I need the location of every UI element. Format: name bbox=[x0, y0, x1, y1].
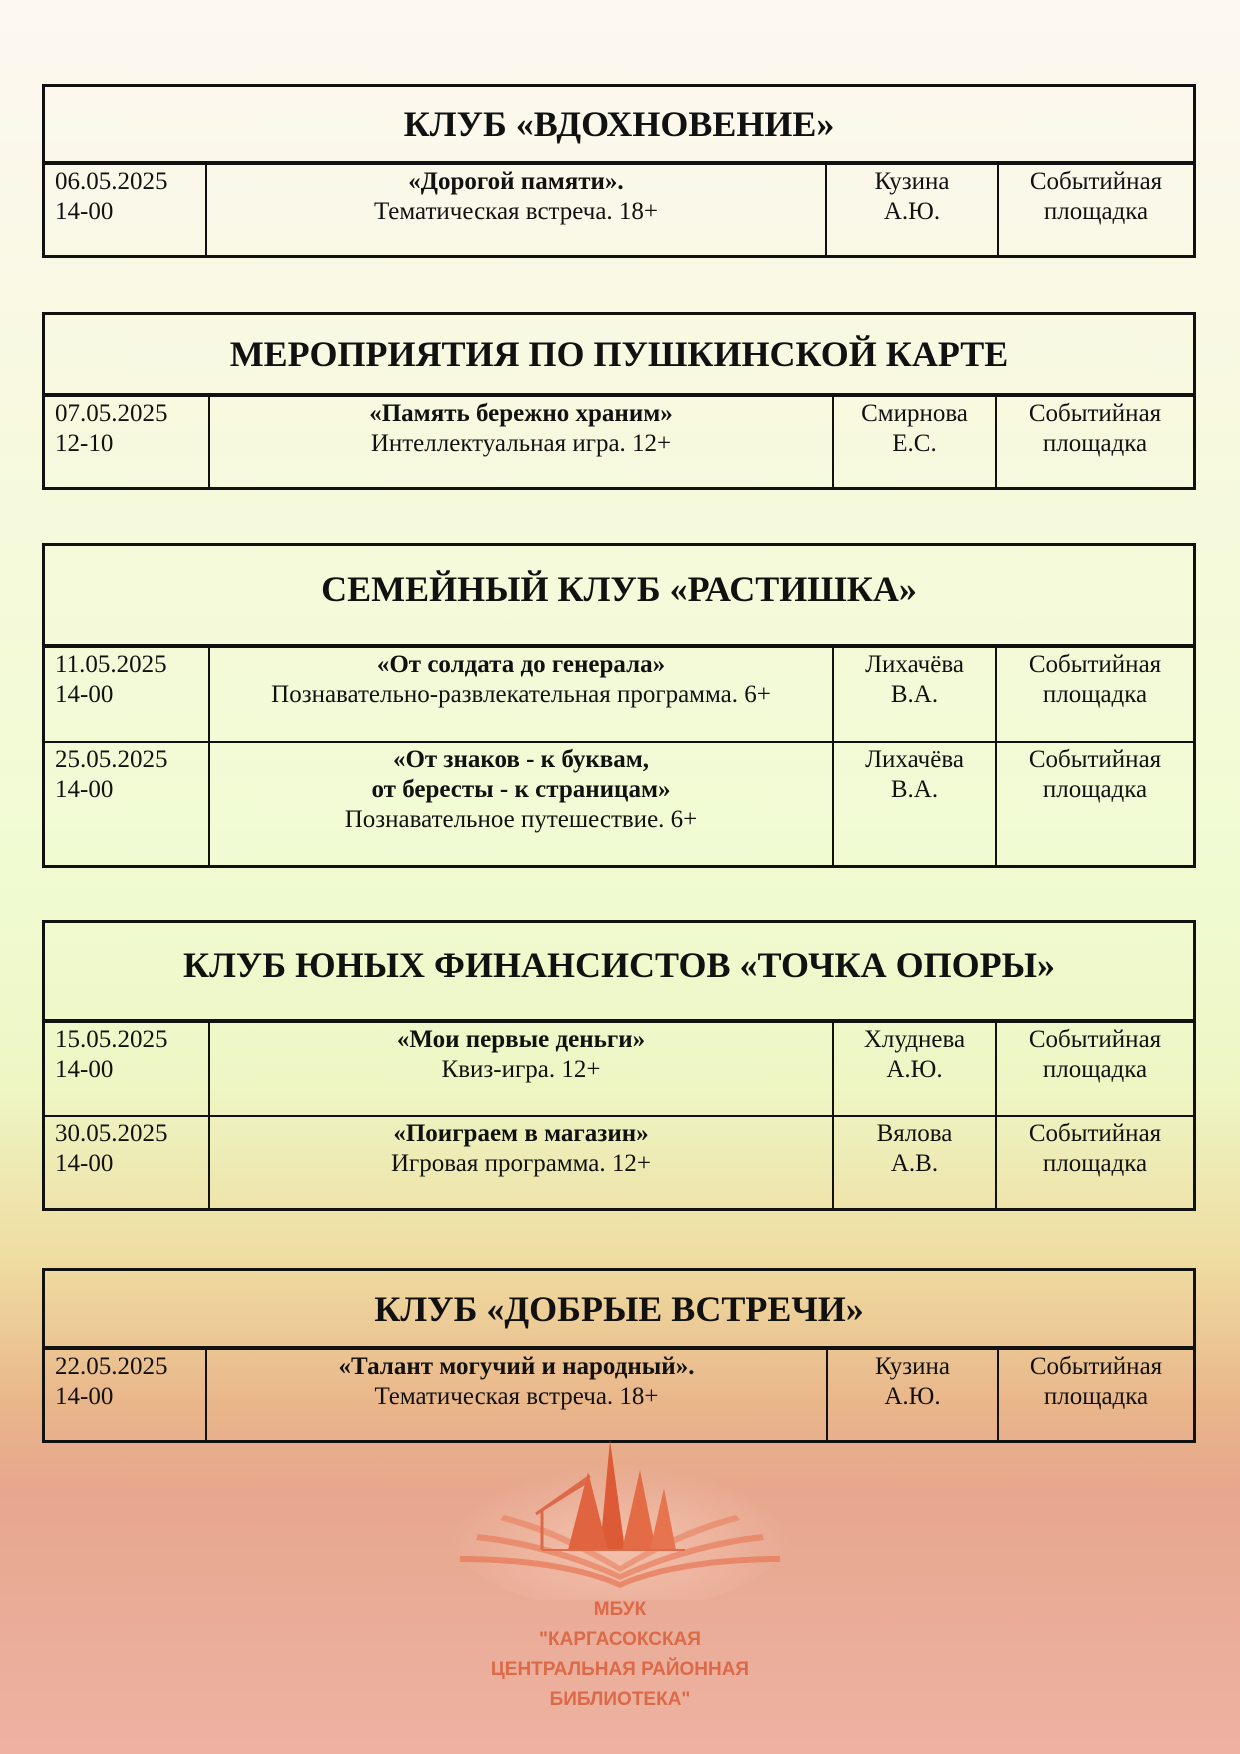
event-place bbox=[995, 648, 1193, 741]
organizer-initials: В.А. bbox=[890, 776, 939, 803]
event-title: «Мои первые деньги» bbox=[396, 1026, 646, 1053]
event-time: 14-00 bbox=[55, 198, 114, 225]
event-info bbox=[208, 743, 832, 865]
section-title: КЛУБ «ВДОХНОВЕНИЕ» bbox=[45, 87, 1193, 163]
event-title: «Дорогой памяти». bbox=[408, 168, 624, 195]
place-line: площадка bbox=[1043, 198, 1149, 225]
place-line: площадка bbox=[1042, 1056, 1148, 1083]
event-title: «Поиграем в магазин» bbox=[393, 1120, 649, 1147]
section-tochka-opory bbox=[42, 920, 1196, 1211]
event-datetime bbox=[45, 648, 208, 741]
place-line: Событийная bbox=[1029, 168, 1163, 195]
event-datetime bbox=[45, 165, 205, 255]
event-time: 14-00 bbox=[55, 1056, 114, 1083]
event-date: 22.05.2025 bbox=[55, 1353, 168, 1380]
event-info bbox=[208, 648, 832, 741]
event-description: Тематическая встреча. 18+ bbox=[374, 1383, 659, 1410]
organizer-surname: Лихачёва bbox=[865, 746, 964, 773]
logo-line: МБУК bbox=[593, 1599, 647, 1620]
event-organizer bbox=[832, 1023, 995, 1115]
table-row bbox=[45, 1021, 1193, 1115]
place-line: Событийная bbox=[1028, 651, 1162, 678]
section-dobrye-vstrechi bbox=[42, 1268, 1196, 1443]
place-line: Событийная bbox=[1028, 746, 1162, 773]
organizer-initials: А.Ю. bbox=[883, 198, 941, 225]
event-organizer bbox=[832, 397, 995, 487]
event-description: Игровая программа. 12+ bbox=[390, 1150, 652, 1177]
event-date: 11.05.2025 bbox=[55, 651, 167, 678]
organizer-surname: Вялова bbox=[876, 1120, 953, 1147]
event-info bbox=[208, 1117, 832, 1208]
event-place bbox=[995, 1023, 1193, 1115]
event-datetime bbox=[45, 743, 208, 865]
event-organizer bbox=[825, 165, 997, 255]
event-place bbox=[995, 397, 1193, 487]
logo-line: ЦЕНТРАЛЬНАЯ РАЙОННАЯ bbox=[490, 1659, 750, 1680]
event-place bbox=[995, 743, 1193, 865]
table-row bbox=[45, 163, 1193, 255]
event-date: 07.05.2025 bbox=[55, 400, 168, 427]
section-title: КЛУБ ЮНЫХ ФИНАНСИСТОВ «ТОЧКА ОПОРЫ» bbox=[45, 923, 1193, 1021]
logo-line: БИБЛИОТЕКА" bbox=[549, 1689, 691, 1710]
event-place bbox=[995, 1117, 1193, 1208]
event-place bbox=[997, 1350, 1193, 1440]
section-pushkin-card bbox=[42, 312, 1196, 490]
section-title: КЛУБ «ДОБРЫЕ ВСТРЕЧИ» bbox=[45, 1271, 1193, 1348]
organizer-initials: В.А. bbox=[890, 681, 939, 708]
event-time: 14-00 bbox=[55, 776, 114, 803]
event-time: 12-10 bbox=[55, 430, 114, 457]
event-datetime bbox=[45, 1350, 205, 1440]
event-info bbox=[208, 397, 832, 487]
event-info bbox=[205, 165, 825, 255]
place-line: Событийная bbox=[1029, 1353, 1163, 1380]
event-info bbox=[205, 1350, 826, 1440]
organizer-surname: Лихачёва bbox=[865, 651, 964, 678]
section-title: СЕМЕЙНЫЙ КЛУБ «РАСТИШКА» bbox=[45, 546, 1193, 646]
event-date: 30.05.2025 bbox=[55, 1120, 168, 1147]
table-row bbox=[45, 646, 1193, 741]
event-date: 15.05.2025 bbox=[55, 1026, 168, 1053]
event-description: Интеллектуальная игра. 12+ bbox=[370, 430, 672, 457]
place-line: площадка bbox=[1043, 1383, 1149, 1410]
organizer-initials: А.Ю. bbox=[884, 1383, 941, 1410]
place-line: площадка bbox=[1042, 776, 1148, 803]
library-logo-text bbox=[440, 1595, 800, 1715]
organizer-surname: Хлуднева bbox=[863, 1026, 966, 1053]
place-line: Событийная bbox=[1028, 1120, 1162, 1147]
event-title-line: от бересты - к страницам» bbox=[371, 776, 671, 803]
event-description: Квиз-игра. 12+ bbox=[441, 1056, 601, 1083]
organizer-initials: А.Ю. bbox=[886, 1056, 943, 1083]
event-title: «Талант могучий и народный». bbox=[338, 1353, 695, 1380]
section-vdokhnovenie bbox=[42, 84, 1196, 258]
organizer-surname: Смирнова bbox=[861, 400, 968, 427]
organizer-surname: Кузина bbox=[874, 1353, 951, 1380]
event-description: Познавательное путешествие. 6+ bbox=[344, 806, 698, 833]
event-time: 14-00 bbox=[55, 1383, 114, 1410]
table-row bbox=[45, 741, 1193, 865]
event-title: «От солдата до генерала» bbox=[376, 651, 666, 678]
library-logo bbox=[440, 1430, 800, 1730]
event-description: Тематическая встреча. 18+ bbox=[373, 198, 659, 225]
event-datetime bbox=[45, 1117, 208, 1208]
place-line: площадка bbox=[1042, 1150, 1148, 1177]
event-time: 14-00 bbox=[55, 681, 114, 708]
table-row bbox=[45, 1115, 1193, 1208]
section-title: МЕРОПРИЯТИЯ ПО ПУШКИНСКОЙ КАРТЕ bbox=[45, 315, 1193, 395]
place-line: Событийная bbox=[1028, 1026, 1162, 1053]
library-logo-icon bbox=[440, 1430, 800, 1600]
place-line: Событийная bbox=[1028, 400, 1162, 427]
organizer-initials: Е.С. bbox=[892, 430, 937, 457]
event-title-line: «От знаков - к буквам, bbox=[392, 746, 650, 773]
section-rastishka bbox=[42, 543, 1196, 868]
event-datetime bbox=[45, 1023, 208, 1115]
event-date: 25.05.2025 bbox=[55, 746, 168, 773]
table-row bbox=[45, 395, 1193, 487]
place-line: площадка bbox=[1042, 430, 1148, 457]
event-organizer bbox=[832, 743, 995, 865]
table-row bbox=[45, 1348, 1193, 1440]
event-organizer bbox=[832, 648, 995, 741]
place-line: площадка bbox=[1042, 681, 1148, 708]
event-time: 14-00 bbox=[55, 1150, 114, 1177]
organizer-surname: Кузина bbox=[874, 168, 950, 195]
logo-line: "КАРГАСОКСКАЯ bbox=[539, 1629, 701, 1650]
event-info bbox=[208, 1023, 832, 1115]
event-datetime bbox=[45, 397, 208, 487]
event-organizer bbox=[826, 1350, 997, 1440]
event-description: Познавательно-развлекательная программа. 6+ bbox=[271, 681, 771, 708]
event-organizer bbox=[832, 1117, 995, 1208]
event-place bbox=[997, 165, 1193, 255]
event-date: 06.05.2025 bbox=[55, 168, 168, 195]
event-title: «Память бережно храним» bbox=[369, 400, 673, 427]
organizer-initials: А.В. bbox=[890, 1150, 939, 1177]
